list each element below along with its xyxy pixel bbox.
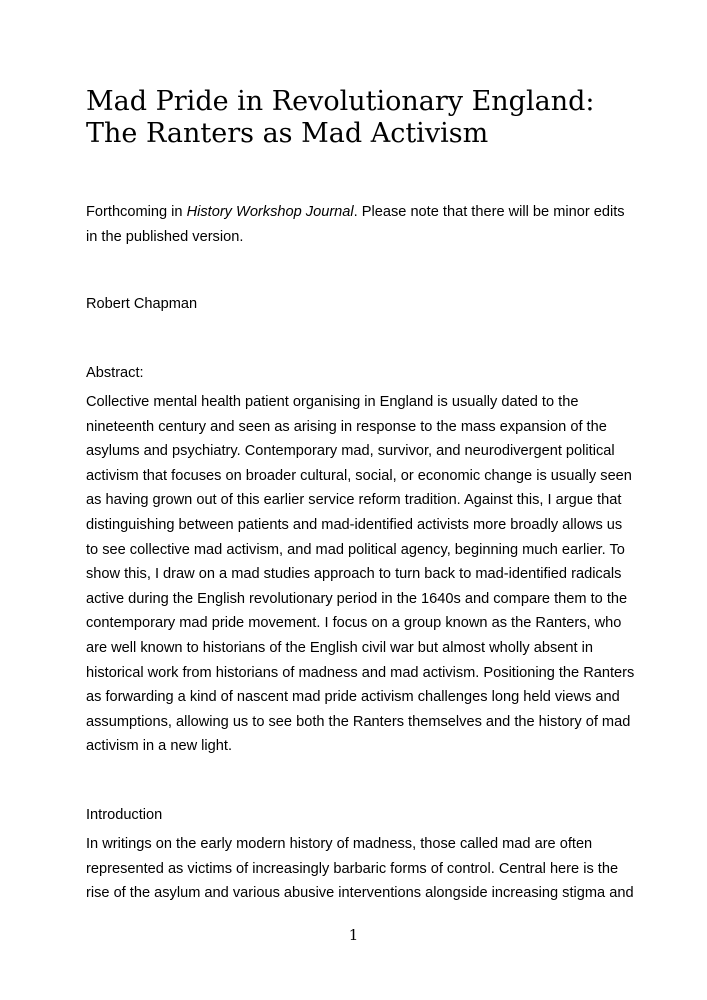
abstract-line: show this, I draw on a mad studies approach to turn back to mad-identified radicals [86, 566, 622, 583]
abstract-body [86, 390, 635, 759]
publication-prefix: Forthcoming in [86, 204, 187, 220]
introduction-line: rise of the asylum and various abusive interventions alongside increasing stigma and [86, 885, 634, 902]
abstract-line: Collective mental health patient organising in England is usually dated to the [86, 394, 579, 410]
introduction-line: In writings on the early modern history of madness, those called mad are often [86, 836, 593, 852]
abstract-line: contemporary mad pride movement. I focus on a group known as the Ranters, who [86, 615, 622, 632]
abstract-line: as forwarding a kind of nascent mad pride activism challenges long held views and [86, 689, 620, 706]
publication-note [86, 200, 631, 249]
introduction-body [86, 832, 634, 906]
publication-note-line: in the published version. [86, 228, 244, 245]
abstract-heading: Abstract: [86, 365, 144, 381]
abstract-line: active during the English revolutionary period in the 1640s and compare them to the [86, 590, 628, 607]
abstract-line: as having grown out of this earlier service reform tradition. Against this, I argue that [86, 492, 622, 509]
title-line: The Ranters as Mad Activism [86, 118, 489, 149]
paper-title [86, 86, 646, 150]
abstract-line: distinguishing between patients and mad-identified activists more broadly allows us [86, 516, 623, 533]
publication-suffix: . Please note that there will be minor edits [353, 204, 625, 220]
introduction-line: represented as victims of increasingly barbaric forms of control. Central here is the [86, 860, 619, 877]
abstract-line: asylums and psychiatry. Contemporary mad, survivor, and neurodivergent political [86, 443, 615, 460]
abstract-line: nineteenth century and seen as arising in response to the mass expansion of the [86, 418, 607, 435]
journal-name: History Workshop Journal [186, 204, 354, 220]
abstract-line: to see collective mad activism, and mad political agency, beginning much earlier. To [86, 541, 625, 558]
title-line: Mad Pride in Revolutionary England: [86, 86, 595, 117]
abstract-line: assumptions, allowing us to see both the Ranters themselves and the history of mad [86, 713, 631, 730]
abstract-line: activism in a new light. [86, 738, 232, 755]
introduction-heading: Introduction [86, 807, 163, 823]
author-name: Robert Chapman [86, 296, 198, 312]
abstract-line: are well known to historians of the English civil war but almost wholly absent in [86, 639, 593, 656]
abstract-line: activism that focuses on broader cultural, social, or economic change is usually seen [86, 467, 632, 484]
page-number: 1 [348, 926, 359, 944]
publication-note-line [86, 200, 631, 225]
abstract-line: historical work from historians of madness and mad activism. Positioning the Ranters [86, 664, 635, 681]
